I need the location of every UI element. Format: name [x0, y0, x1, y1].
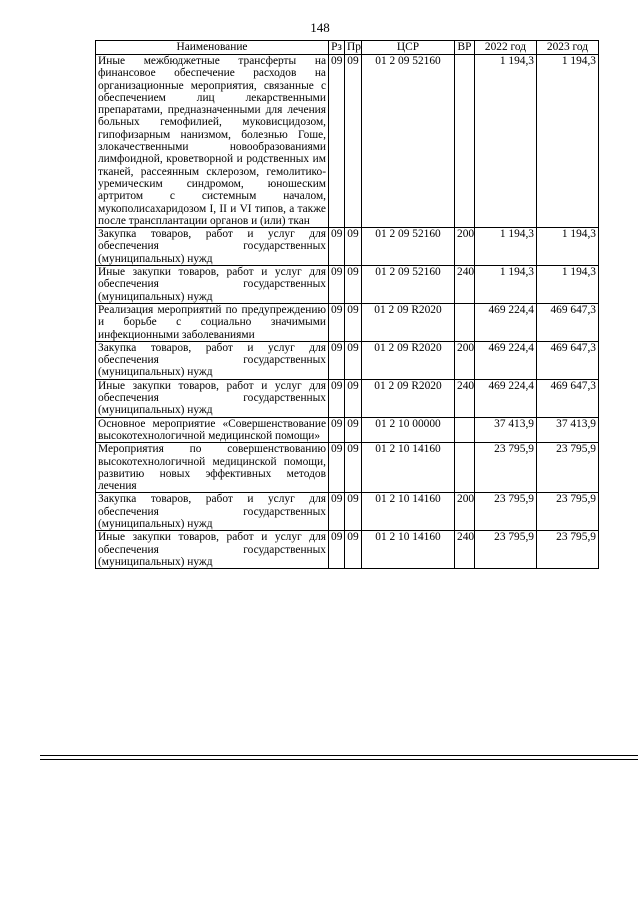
cell-csr: 01 2 09 52160	[362, 55, 455, 228]
cell-name: Основное мероприятие «Совершенствование высокотехнологичной медицинской помощи»	[96, 417, 329, 443]
cell-rz: 09	[329, 443, 345, 493]
cell-y2022: 23 795,9	[475, 531, 537, 569]
cell-rz: 09	[329, 417, 345, 443]
cell-pr: 09	[345, 443, 362, 493]
cell-y2022: 1 194,3	[475, 55, 537, 228]
cell-name: Закупка товаров, работ и услуг для обеспечения государственных (муниципальных) нужд	[96, 493, 329, 531]
cell-vr	[455, 443, 475, 493]
cell-y2023: 23 795,9	[537, 443, 599, 493]
cell-name: Закупка товаров, работ и услуг для обеспечения государственных (муниципальных) нужд	[96, 228, 329, 266]
cell-csr: 01 2 10 00000	[362, 417, 455, 443]
cell-y2023: 469 647,3	[537, 341, 599, 379]
cell-name: Иные межбюджетные трансферты на финансовое обеспечение расходов на организационные мероприятия, связанные с обеспечением лиц лекарственными препаратами, предназначенными для лечения больных гемофилией, муковисцидозом, гипофизарным нанизмом, болезнью Гоше, злокачественными новообразованиями лимфоидной, кроветворной и родственных им тканей, рассеянным склерозом, гемолитико-уремическим синдромом, юношеским артритом с системным началом, мукополисахаридозом I, II и VI типов, а также после трансплантации органов и (или) ткан	[96, 55, 329, 228]
cell-csr: 01 2 10 14160	[362, 531, 455, 569]
cell-y2023: 23 795,9	[537, 531, 599, 569]
cell-y2022: 469 224,4	[475, 303, 537, 341]
cell-pr: 09	[345, 228, 362, 266]
table-row	[96, 417, 599, 443]
page-number: 148	[310, 20, 330, 35]
cell-y2023: 469 647,3	[537, 303, 599, 341]
cell-y2022: 469 224,4	[475, 379, 537, 417]
cell-vr: 240	[455, 531, 475, 569]
cell-y2022: 23 795,9	[475, 443, 537, 493]
cell-pr: 09	[345, 379, 362, 417]
header-name: Наименование	[96, 41, 329, 55]
cell-vr: 200	[455, 493, 475, 531]
header-vr: ВР	[455, 41, 475, 55]
cell-name: Закупка товаров, работ и услуг для обеспечения государственных (муниципальных) нужд	[96, 341, 329, 379]
cell-csr: 01 2 09 52160	[362, 266, 455, 304]
bottom-rule	[40, 755, 638, 756]
cell-pr: 09	[345, 303, 362, 341]
cell-rz: 09	[329, 493, 345, 531]
cell-name: Мероприятия по совершенствованию высокотехнологичной медицинской помощи, развитию новых эффективных методов лечения	[96, 443, 329, 493]
cell-csr: 01 2 10 14160	[362, 443, 455, 493]
cell-rz: 09	[329, 531, 345, 569]
table-row	[96, 303, 599, 341]
cell-csr: 01 2 09 R2020	[362, 379, 455, 417]
cell-y2023: 1 194,3	[537, 266, 599, 304]
cell-rz: 09	[329, 55, 345, 228]
cell-rz: 09	[329, 303, 345, 341]
table-row	[96, 379, 599, 417]
cell-pr: 09	[345, 55, 362, 228]
cell-vr	[455, 417, 475, 443]
cell-pr: 09	[345, 531, 362, 569]
header-2023: 2023 год	[537, 41, 599, 55]
table-row	[96, 493, 599, 531]
cell-y2022: 469 224,4	[475, 341, 537, 379]
cell-y2023: 37 413,9	[537, 417, 599, 443]
cell-y2023: 23 795,9	[537, 493, 599, 531]
header-csr: ЦСР	[362, 41, 455, 55]
cell-rz: 09	[329, 341, 345, 379]
cell-vr: 240	[455, 266, 475, 304]
table-row	[96, 266, 599, 304]
table-row	[96, 341, 599, 379]
table-row	[96, 531, 599, 569]
cell-vr	[455, 303, 475, 341]
cell-rz: 09	[329, 379, 345, 417]
table-body	[96, 55, 599, 569]
cell-vr: 200	[455, 341, 475, 379]
cell-pr: 09	[345, 493, 362, 531]
cell-y2023: 469 647,3	[537, 379, 599, 417]
cell-name: Иные закупки товаров, работ и услуг для обеспечения государственных (муниципальных) нужд	[96, 531, 329, 569]
cell-vr	[455, 55, 475, 228]
cell-pr: 09	[345, 341, 362, 379]
budget-table	[95, 40, 599, 569]
bottom-rule-double	[40, 759, 638, 760]
cell-rz: 09	[329, 266, 345, 304]
cell-rz: 09	[329, 228, 345, 266]
cell-csr: 01 2 10 14160	[362, 493, 455, 531]
header-pr: Пр	[345, 41, 362, 55]
cell-y2022: 23 795,9	[475, 493, 537, 531]
table-row	[96, 443, 599, 493]
table-row	[96, 55, 599, 228]
table-row	[96, 228, 599, 266]
cell-y2022: 1 194,3	[475, 266, 537, 304]
cell-y2022: 1 194,3	[475, 228, 537, 266]
cell-pr: 09	[345, 266, 362, 304]
cell-vr: 240	[455, 379, 475, 417]
cell-y2023: 1 194,3	[537, 228, 599, 266]
cell-vr: 200	[455, 228, 475, 266]
header-2022: 2022 год	[475, 41, 537, 55]
cell-csr: 01 2 09 R2020	[362, 341, 455, 379]
header-rz: Рз	[329, 41, 345, 55]
table-header-row	[96, 41, 599, 55]
cell-name: Иные закупки товаров, работ и услуг для обеспечения государственных (муниципальных) нужд	[96, 266, 329, 304]
cell-csr: 01 2 09 R2020	[362, 303, 455, 341]
cell-csr: 01 2 09 52160	[362, 228, 455, 266]
cell-name: Иные закупки товаров, работ и услуг для обеспечения государственных (муниципальных) нужд	[96, 379, 329, 417]
cell-y2023: 1 194,3	[537, 55, 599, 228]
cell-pr: 09	[345, 417, 362, 443]
cell-name: Реализация мероприятий по предупреждению и борьбе с социально значимыми инфекционными заболеваниями	[96, 303, 329, 341]
cell-y2022: 37 413,9	[475, 417, 537, 443]
